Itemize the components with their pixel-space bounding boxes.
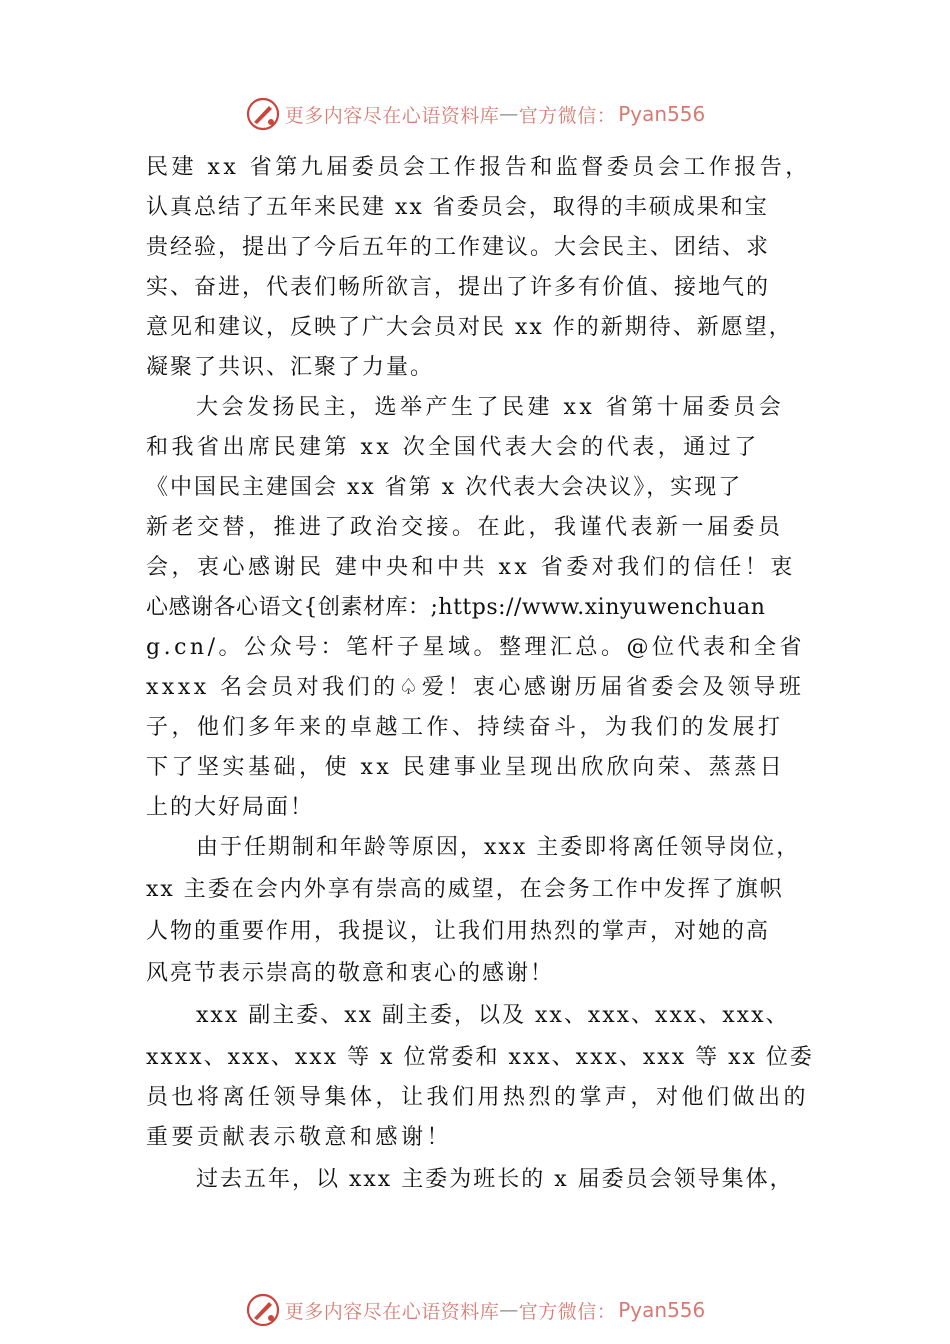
body-line: 由于任期制和年龄等原因，xxx 主委即将离任领导岗位， [196,835,801,860]
body-line: 大会发扬民主，选举产生了民建 xx 省第十届委员会 [196,395,785,420]
body-line: g.cn/。公众号：笔杆子星域。整理汇总。@位代表和全省 [146,635,805,660]
footer-title: 更多内容尽在心语资料库 [284,1300,500,1323]
body-line: xxx 副主委、xx 副主委，以及 xx、xxx、xxx、xxx、 [196,1003,790,1028]
logo-icon [245,96,281,132]
header-separator: — [499,103,519,125]
body-line: 风亮节表示崇高的敬意和衷心的感谢！ [146,961,555,986]
footer-wechat-label: 官方微信： [518,1300,617,1323]
body-line: 实、奋进，代表们畅所欲言，提出了许多有价值、接地气的 [146,275,771,300]
header-banner [0,94,950,134]
footer-wechat-id: Pyan556 [618,1298,706,1322]
body-line: 员也将离任领导集体，让我们用热烈的掌声，对他们做出的 [146,1085,810,1110]
logo-icon [245,1292,281,1328]
body-line: 民建 xx 省第九届委员会工作报告和监督委员会工作报告， [146,155,811,180]
header-title: 更多内容尽在心语资料库 [284,104,500,127]
body-line: 《中国民主建国会 xx 省第 x 次代表大会决议》，实现了 [146,475,743,500]
body-line: 认真总结了五年来民建 xx 省委员会，取得的丰硕成果和宝 [146,195,769,220]
body-line: 心感谢各心语文{创素材库：;https://www.xinyuwenchuan [146,595,766,620]
header-wechat-label: 官方微信： [518,104,617,127]
body-line: xx 主委在会内外享有崇高的威望，在会务工作中发挥了旗帜 [146,877,784,902]
body-line: xxxx、xxx、xxx 等 x 位常委和 xxx、xxx、xxx 等 xx 位委 [146,1045,814,1070]
footer-separator: — [499,1299,519,1321]
body-line: 意见和建议，反映了广大会员对民 xx 作的新期待、新愿望， [146,315,793,340]
body-line: 过去五年，以 xxx 主委为班长的 x 届委员会领导集体， [196,1167,794,1192]
footer-banner [0,1290,950,1330]
body-line: 子，他们多年来的卓越工作、持续奋斗，为我们的发展打 [146,715,784,740]
body-line: 人物的重要作用，我提议，让我们用热烈的掌声，对她的高 [146,919,771,944]
document-body [146,148,814,1200]
body-line: 会，衷心感谢民 建中央和中共 xx 省委对我们的信任！衷 [146,555,796,580]
body-line: 下了坚实基础，使 xx 民建事业呈现出欣欣向荣、蒸蒸日 [146,755,786,780]
body-line: 和我省出席民建第 xx 次全国代表大会的代表，通过了 [146,435,760,460]
header-wechat-id: Pyan556 [618,102,706,126]
body-line: xxxx 名会员对我们的♤爱！衷心感谢历届省委会及领导班 [146,675,805,700]
body-line: 上的大好局面！ [146,795,315,820]
body-line: 贵经验，提出了今后五年的工作建议。大会民主、团结、求 [146,235,771,260]
body-line: 重要贡献表示敬意和感谢！ [146,1125,453,1150]
body-line: 新老交替，推进了政治交接。在此，我谨代表新一届委员 [146,515,784,540]
body-line: 凝聚了共识、汇聚了力量。 [146,355,435,380]
